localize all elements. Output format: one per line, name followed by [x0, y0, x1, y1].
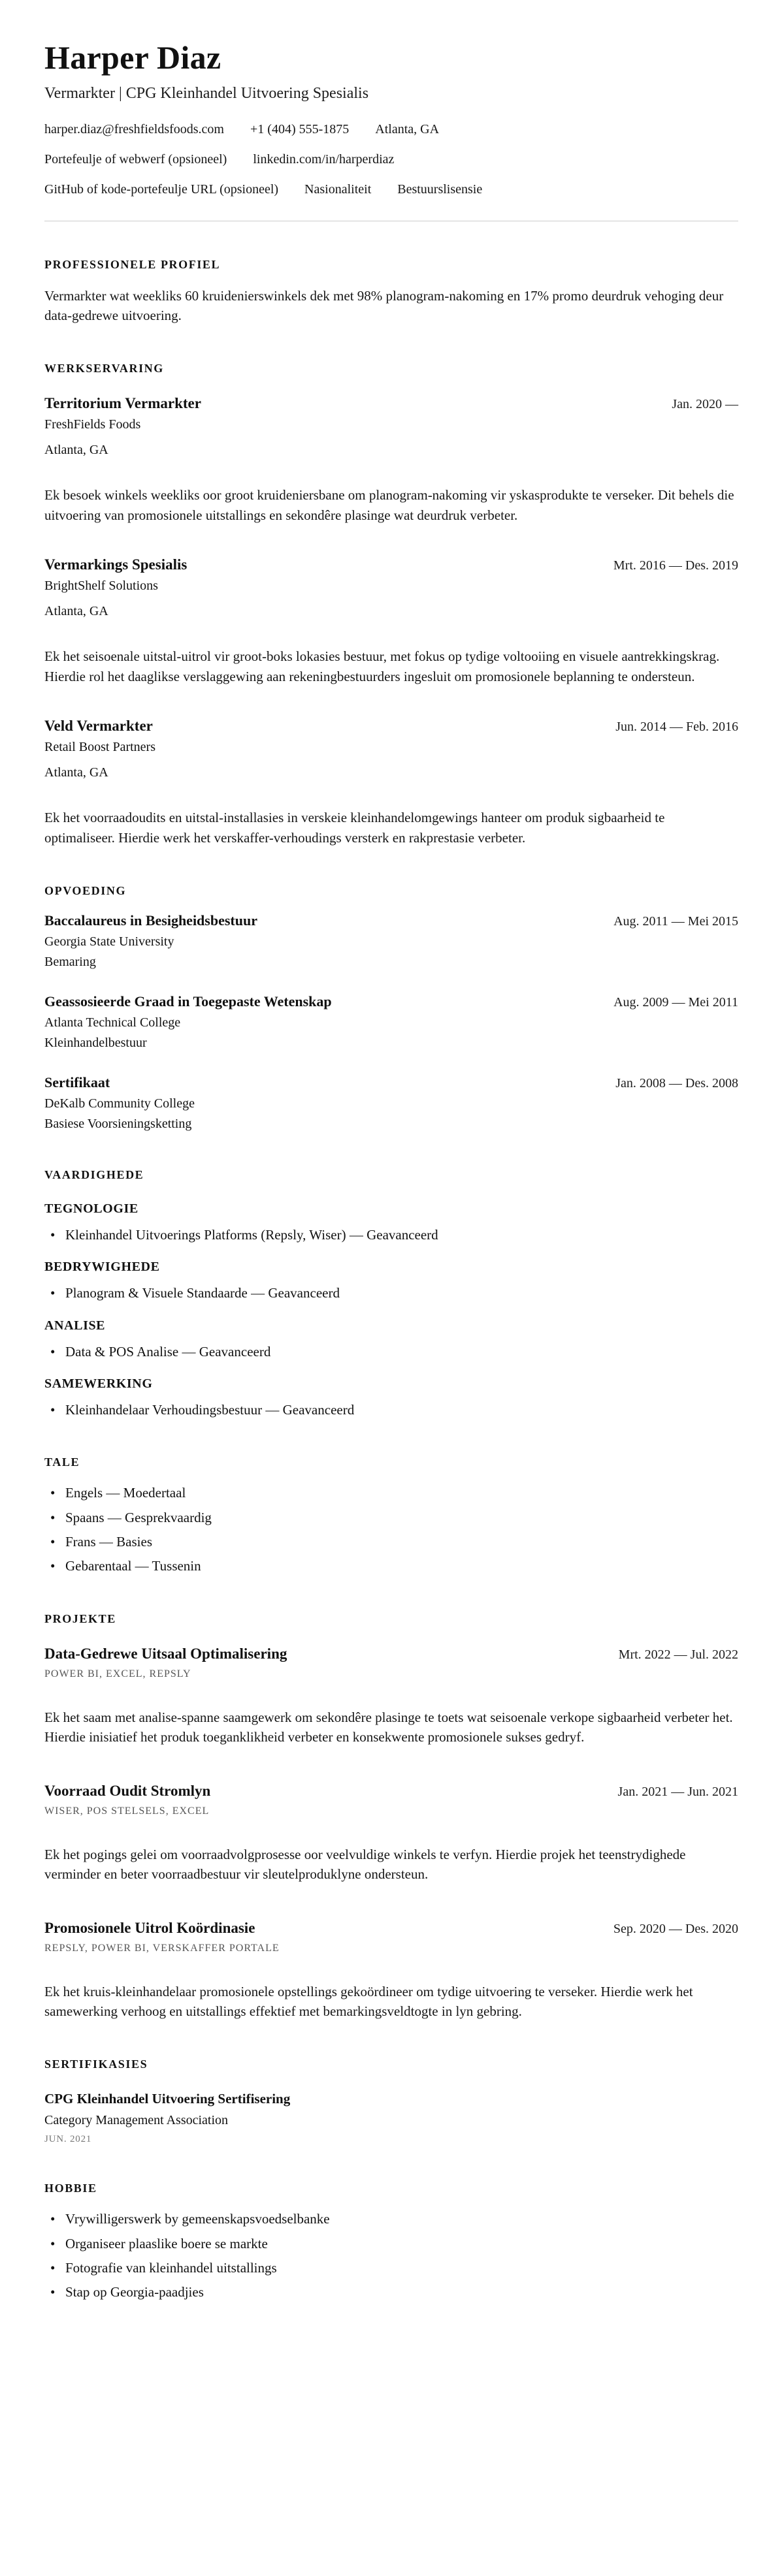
- contact-row-3: [44, 182, 738, 197]
- job-dates: Mrt. 2016 — Des. 2019: [613, 558, 738, 573]
- hobby-list: [44, 2210, 738, 2301]
- section-skills: [44, 1168, 738, 1419]
- skill-list: [44, 1401, 738, 1419]
- section-education: [44, 884, 738, 1132]
- project-tools: REPSLY, POWER BI, VERSKAFFER PORTALE: [44, 1942, 280, 1954]
- job-company: Retail Boost Partners: [44, 740, 155, 755]
- project-description: Ek het saam met analise-spanne saamgewerk om sekondêre plasinge te toets wat seisoenale verkope sigbaarheid verbeter het. Hierdie inisiatief het produk toeganklikheid verbeter en konsekwente promosionele sukses gedryf.: [44, 1709, 733, 1745]
- field-of-study: Bemaring: [44, 955, 96, 969]
- job-entry: [44, 718, 738, 848]
- contact-nationality: Nasionaliteit: [304, 182, 372, 197]
- field-of-study: Kleinhandelbestuur: [44, 1036, 147, 1050]
- section-experience: [44, 362, 738, 848]
- section-heading-projects: PROJEKTE: [44, 1612, 116, 1625]
- job-description: Ek het seisoenale uitstal-uitrol vir groot-boks lokasies bestuur, met fokus op tydige voltooiing en visuele aantrekkingskrag. Hierdie rol het daaglikse verslaggewing aan rekeningbestuurders ingesluit om promosionele beplanning te ondersteun.: [44, 648, 720, 684]
- job-dates: Jun. 2014 — Feb. 2016: [615, 720, 738, 735]
- job-company: FreshFields Foods: [44, 417, 141, 432]
- contact-row-1: [44, 122, 738, 137]
- job-dates: Jan. 2020 —: [672, 397, 738, 412]
- section-heading-skills: VAARDIGHEDE: [44, 1168, 144, 1181]
- project-entry: [44, 1920, 738, 2022]
- language-item: • Spaans — Gesprekvaardig: [44, 1508, 738, 1527]
- project-title: Data-Gedrewe Uitsaal Optimalisering: [44, 1645, 287, 1662]
- contact-linkedin: linkedin.com/in/harperdiaz: [253, 151, 395, 167]
- education-entry: [44, 912, 738, 970]
- project-header: [44, 1783, 738, 1800]
- certification-date: JUN. 2021: [44, 2134, 92, 2145]
- skill-item: • Planogram & Visuele Standaarde — Geavanceerd: [44, 1284, 738, 1302]
- skill-item: • Kleinhandel Uitvoerings Platforms (Repsly, Wiser) — Geavanceerd: [44, 1226, 738, 1244]
- certification-name: CPG Kleinhandel Uitvoering Sertifisering: [44, 2091, 291, 2107]
- project-entry: [44, 1783, 738, 1884]
- skill-category-name: BEDRYWIGHEDE: [44, 1260, 160, 1275]
- education-dates: Aug. 2011 — Mei 2015: [613, 914, 738, 929]
- project-title: Promosionele Uitrol Koördinasie: [44, 1919, 255, 1936]
- contact-info: [44, 122, 738, 197]
- skill-category-name: TEGNOLOGIE: [44, 1201, 139, 1216]
- skill-list: [44, 1226, 738, 1244]
- profile-summary: Vermarkter wat weekliks 60 kruidenierswinkels dek met 98% planogram-nakoming en 17% promo deurdruk vehoging deur data-gedrewe uitvoering.: [44, 287, 724, 323]
- school-name: Georgia State University: [44, 934, 174, 949]
- school-name: Atlanta Technical College: [44, 1015, 181, 1030]
- contact-github: GitHub of kode-portefeulje URL (opsioneel): [44, 182, 279, 197]
- education-header: [44, 1074, 738, 1091]
- education-entry: [44, 1074, 738, 1132]
- skill-list: [44, 1343, 738, 1361]
- skill-category: [44, 1201, 738, 1244]
- hobby-item: • Vrywilligerswerk by gemeenskapsvoedselbanke: [44, 2210, 738, 2228]
- hobby-item: • Stap op Georgia-paadjies: [44, 2283, 738, 2301]
- language-item: • Frans — Basies: [44, 1533, 738, 1551]
- certification-entry: [44, 2091, 738, 2145]
- degree-title: Sertifikaat: [44, 1074, 110, 1090]
- contact-license: Bestuurslisensie: [397, 182, 483, 197]
- skill-item: • Kleinhandelaar Verhoudingsbestuur — Geavanceerd: [44, 1401, 738, 1419]
- project-tools: WISER, POS STELSELS, EXCEL: [44, 1805, 210, 1817]
- section-languages: [44, 1455, 738, 1575]
- project-tools: POWER BI, EXCEL, REPSLY: [44, 1668, 191, 1679]
- section-heading-hobbies: HOBBIE: [44, 2182, 97, 2195]
- language-list: [44, 1484, 738, 1575]
- section-heading-certifications: SERTIFIKASIES: [44, 2058, 148, 2071]
- project-dates: Sep. 2020 — Des. 2020: [613, 1921, 738, 1936]
- skill-category: [44, 1260, 738, 1302]
- education-entry: [44, 993, 738, 1051]
- education-dates: Aug. 2009 — Mei 2011: [613, 995, 738, 1010]
- hobby-item: • Fotografie van kleinhandel uitstallings: [44, 2259, 738, 2277]
- job-description: Ek besoek winkels weekliks oor groot kruideniersbane om planogram-nakoming vir yskasprodukte te verseker. Dit behels die uitvoering van promosionele uitstallings en sekondêre plasinge wat deurdruk verbeter.: [44, 487, 734, 523]
- contact-portfolio: Portefeulje of webwerf (opsioneel): [44, 151, 227, 167]
- job-header: [44, 718, 738, 735]
- job-title: Territorium Vermarkter: [44, 395, 201, 412]
- skill-category-name: SAMEWERKING: [44, 1376, 153, 1391]
- project-description: Ek het kruis-kleinhandelaar promosionele opstellings gekoördineer om tydige uitvoering te verseker. Hierdie werk het samewerking verhoog en uitstallings effektief met bemarkingsveldtogte in lyn gebring.: [44, 1983, 693, 2019]
- project-dates: Jan. 2021 — Jun. 2021: [617, 1784, 738, 1799]
- job-entry: [44, 395, 738, 525]
- skill-list: [44, 1284, 738, 1302]
- contact-row-2: [44, 152, 738, 167]
- degree-title: Baccalaureus in Besigheidsbestuur: [44, 912, 257, 929]
- contact-phone: +1 (404) 555-1875: [250, 121, 350, 136]
- certification-issuer: Category Management Association: [44, 2113, 229, 2128]
- education-header: [44, 912, 738, 929]
- education-header: [44, 993, 738, 1010]
- project-description: Ek het pogings gelei om voorraadvolgprosesse oor veelvuldige winkels te verfyn. Hierdie projek het teenstrydighede verminder en beter voorraadbestuur vir sleutelproduklyne ondersteun.: [44, 1846, 686, 1883]
- section-heading-education: OPVOEDING: [44, 884, 127, 897]
- candidate-title: Vermarkter | CPG Kleinhandel Uitvoering Spesialis: [44, 84, 369, 102]
- section-heading-profile: PROFESSIONELE PROFIEL: [44, 257, 221, 271]
- job-title: Vermarkings Spesialis: [44, 556, 188, 573]
- field-of-study: Basiese Voorsieningsketting: [44, 1117, 192, 1131]
- language-item: • Gebarentaal — Tussenin: [44, 1557, 738, 1575]
- hobby-item: • Organiseer plaaslike boere se markte: [44, 2234, 738, 2253]
- section-certifications: [44, 2058, 738, 2145]
- skill-category: [44, 1376, 738, 1419]
- education-dates: Jan. 2008 — Des. 2008: [615, 1076, 738, 1090]
- project-header: [44, 1920, 738, 1937]
- job-company: BrightShelf Solutions: [44, 579, 158, 594]
- job-title: Veld Vermarkter: [44, 718, 153, 735]
- job-location: Atlanta, GA: [44, 443, 108, 458]
- skill-item: • Data & POS Analise — Geavanceerd: [44, 1343, 738, 1361]
- project-title: Voorraad Oudit Stromlyn: [44, 1782, 211, 1799]
- candidate-name: Harper Diaz: [44, 39, 221, 76]
- job-location: Atlanta, GA: [44, 765, 108, 780]
- project-header: [44, 1646, 738, 1662]
- skill-category-name: ANALISE: [44, 1318, 106, 1333]
- job-description: Ek het voorraadoudits en uitstal-installasies in verskeie kleinhandelomgewings hanteer om produk sigbaarheid te optimaliseer. Hierdie werk het verskaffer-verhoudings versterk en rakprestasie verbeter.: [44, 810, 665, 846]
- section-profile: [44, 258, 738, 326]
- job-entry: [44, 556, 738, 686]
- project-dates: Mrt. 2022 — Jul. 2022: [618, 1647, 738, 1662]
- project-entry: [44, 1646, 738, 1747]
- section-hobbies: [44, 2182, 738, 2301]
- contact-email: harper.diaz@freshfieldsfoods.com: [44, 121, 224, 136]
- section-heading-experience: WERKSERVARING: [44, 362, 164, 375]
- language-item: • Engels — Moedertaal: [44, 1484, 738, 1502]
- degree-title: Geassosieerde Graad in Toegepaste Wetenskap: [44, 993, 332, 1010]
- job-header: [44, 556, 738, 573]
- section-projects: [44, 1612, 738, 2022]
- contact-location: Atlanta, GA: [375, 121, 440, 136]
- school-name: DeKalb Community College: [44, 1096, 195, 1111]
- job-location: Atlanta, GA: [44, 604, 108, 619]
- section-heading-languages: TALE: [44, 1455, 80, 1469]
- skill-category: [44, 1318, 738, 1361]
- job-header: [44, 395, 738, 412]
